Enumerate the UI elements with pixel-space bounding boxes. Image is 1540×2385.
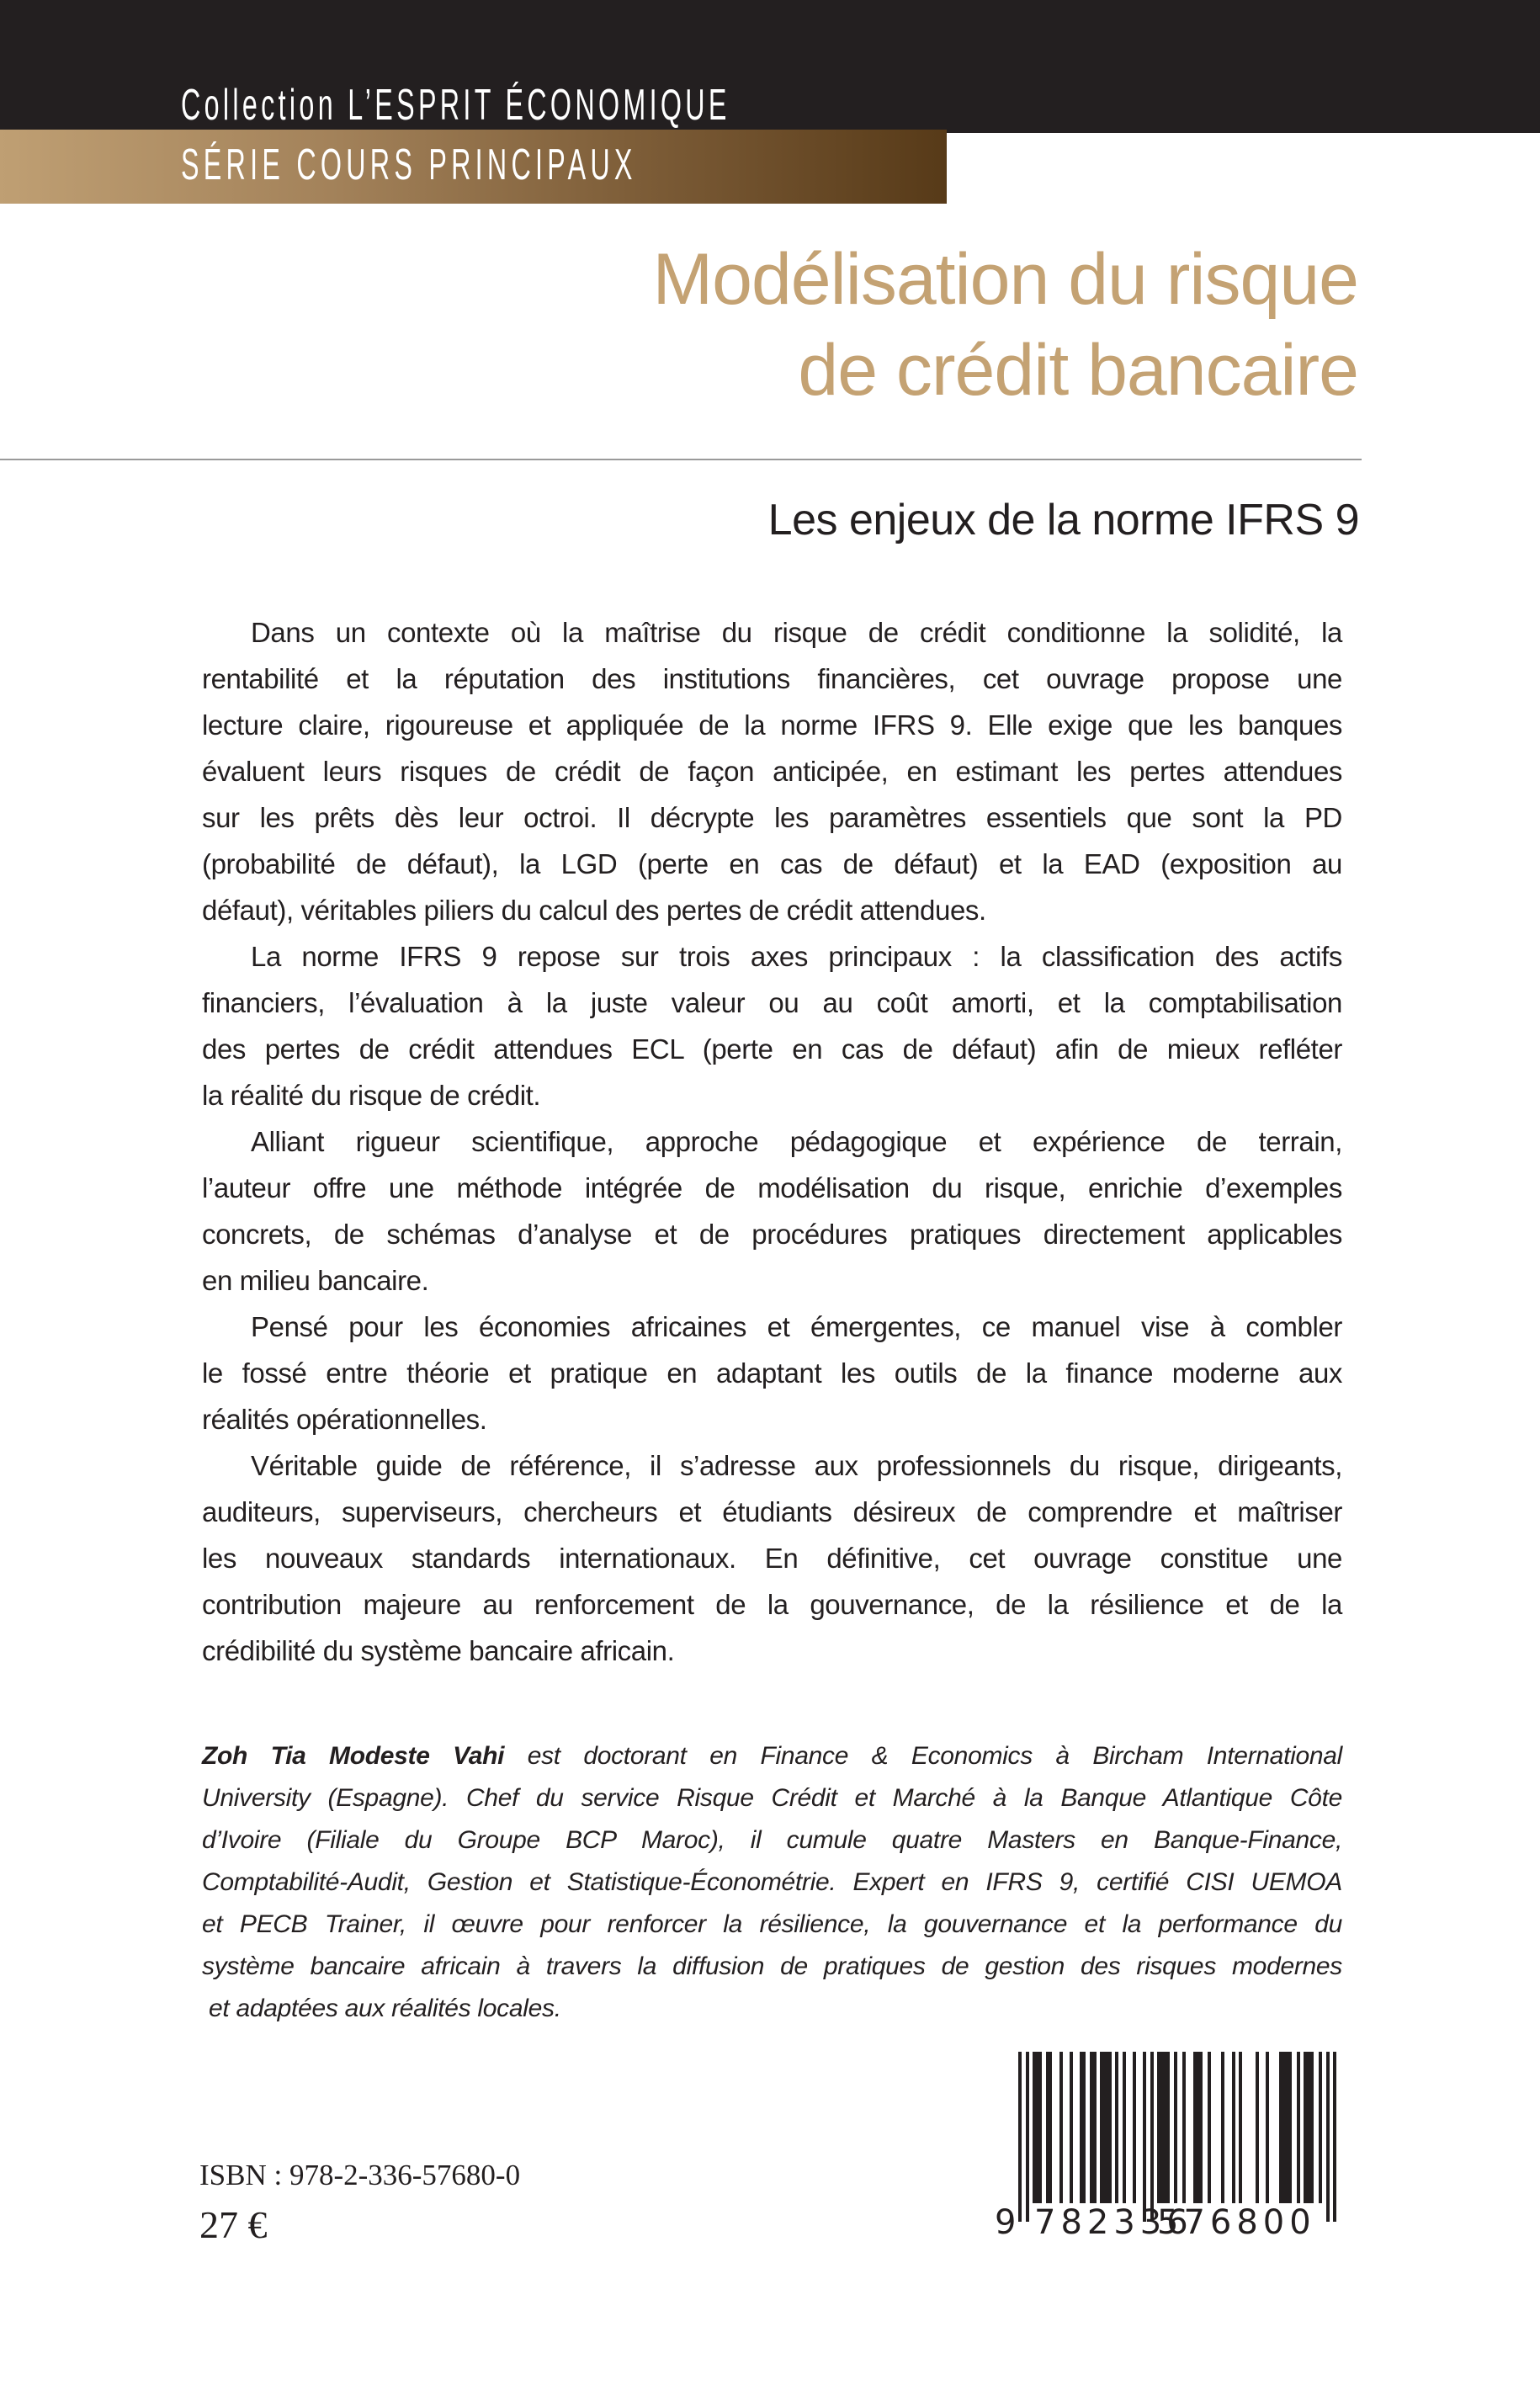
blurb-line: les nouveaux standards internationaux. En définitive, cet ouvrage constitue une — [202, 1543, 1342, 1574]
bio-line: et adaptées aux réalités locales. — [202, 1995, 561, 2022]
author-name: Zoh Tia Modeste Vahi — [202, 1742, 505, 1770]
isbn-barcode — [989, 2045, 1351, 2255]
blurb-line: financiers, l’évaluation à la juste valeur ou au coût amorti, et la comptabilisation — [202, 987, 1342, 1018]
book-title — [652, 234, 1358, 416]
blurb-line: l’auteur offre une méthode intégrée de modélisation du risque, enrichie d’exemples — [202, 1172, 1342, 1203]
blurb-line: la réalité du risque de crédit. — [202, 1080, 541, 1111]
author-bio — [202, 1735, 1342, 2030]
series-name: SÉRIE COURS PRINCIPAUX — [181, 141, 637, 189]
blurb-line: Pensé pour les économies africaines et émergentes, ce manuel vise à combler — [251, 1311, 1342, 1342]
title-divider — [0, 459, 1362, 460]
book-subtitle: Les enjeux de la norme IFRS 9 — [767, 496, 1359, 544]
blurb-line: Dans un contexte où la maîtrise du risque de crédit conditionne la solidité, la — [251, 617, 1342, 648]
barcode-left-digits: 782336 — [1034, 2203, 1193, 2242]
blurb-line: concrets, de schémas d’analyse et de procédures pratiques directement applicables — [202, 1219, 1342, 1250]
bio-line: d’Ivoire (Filiale du Groupe BCP Maroc), il cumule quatre Masters en Banque-Finance, — [202, 1826, 1342, 1854]
blurb-line: auditeurs, superviseurs, chercheurs et étudiants désireux de comprendre et maîtriser — [202, 1496, 1342, 1527]
blurb-line: le fossé entre théorie et pratique en adaptant les outils de la finance moderne aux — [202, 1357, 1342, 1389]
blurb-line: contribution majeure au renforcement de la gouvernance, de la résilience et de la — [202, 1589, 1342, 1620]
blurb-line: en milieu bancaire. — [202, 1265, 429, 1296]
barcode-first-digit: 9 — [995, 2203, 1017, 2242]
blurb-line: lecture claire, rigoureuse et appliquée de la norme IFRS 9. Elle exige que les banques — [202, 709, 1342, 741]
blurb-line: rentabilité et la réputation des institutions financières, cet ouvrage propose une — [202, 663, 1342, 694]
blurb-line: Alliant rigueur scientifique, approche pédagogique et expérience de terrain, — [251, 1126, 1342, 1157]
blurb-line: défaut), véritables piliers du calcul des pertes de crédit attendues. — [202, 895, 986, 926]
book-title-line-1: Modélisation du risque — [652, 239, 1358, 320]
blurb-paragraph-2 — [202, 933, 1342, 1118]
barcode-right-digits: 576800 — [1157, 2203, 1316, 2242]
blurb-paragraph-5 — [202, 1442, 1342, 1674]
bio-line — [202, 1735, 1342, 1777]
blurb-paragraph-4 — [202, 1304, 1342, 1442]
price: 27 € — [199, 2203, 268, 2246]
bio-line: University (Espagne). Chef du service Risque Crédit et Marché à la Banque Atlantique Côte — [202, 1784, 1342, 1812]
blurb-line: (probabilité de défaut), la LGD (perte en cas de défaut) et la EAD (exposition au — [202, 848, 1342, 879]
blurb-line: des pertes de crédit attendues ECL (perte en cas de défaut) afin de mieux refléter — [202, 1033, 1342, 1065]
bio-line: Comptabilité-Audit, Gestion et Statistique-Économétrie. Expert en IFRS 9, certifié CISI UEMOA — [202, 1868, 1342, 1896]
back-cover-blurb — [202, 609, 1342, 1674]
blurb-line: La norme IFRS 9 repose sur trois axes principaux : la classification des actifs — [251, 941, 1342, 972]
blurb-line: crédibilité du système bancaire africain. — [202, 1635, 675, 1666]
bio-line: système bancaire africain à travers la diffusion de pratiques de gestion des risques modernes — [202, 1952, 1342, 1980]
bio-text: est doctorant en Finance & Economics à Bircham International — [504, 1742, 1342, 1770]
blurb-line: réalités opérationnelles. — [202, 1404, 487, 1435]
blurb-line: évaluent leurs risques de crédit de façon anticipée, en estimant les pertes attendues — [202, 756, 1342, 787]
blurb-paragraph-3 — [202, 1118, 1342, 1304]
collection-name: Collection L’ESPRIT ÉCONOMIQUE — [181, 81, 730, 130]
blurb-paragraph-1 — [202, 609, 1342, 933]
blurb-line: sur les prêts dès leur octroi. Il décrypte les paramètres essentiels que sont la PD — [202, 802, 1342, 833]
book-title-line-2: de crédit bancaire — [798, 330, 1358, 411]
isbn: ISBN : 978-2-336-57680-0 — [199, 2159, 521, 2191]
blurb-line: Véritable guide de référence, il s’adresse aux professionnels du risque, dirigeants, — [251, 1450, 1342, 1481]
bio-line: et PECB Trainer, il œuvre pour renforcer la résilience, la gouvernance et la performance du — [202, 1910, 1342, 1938]
